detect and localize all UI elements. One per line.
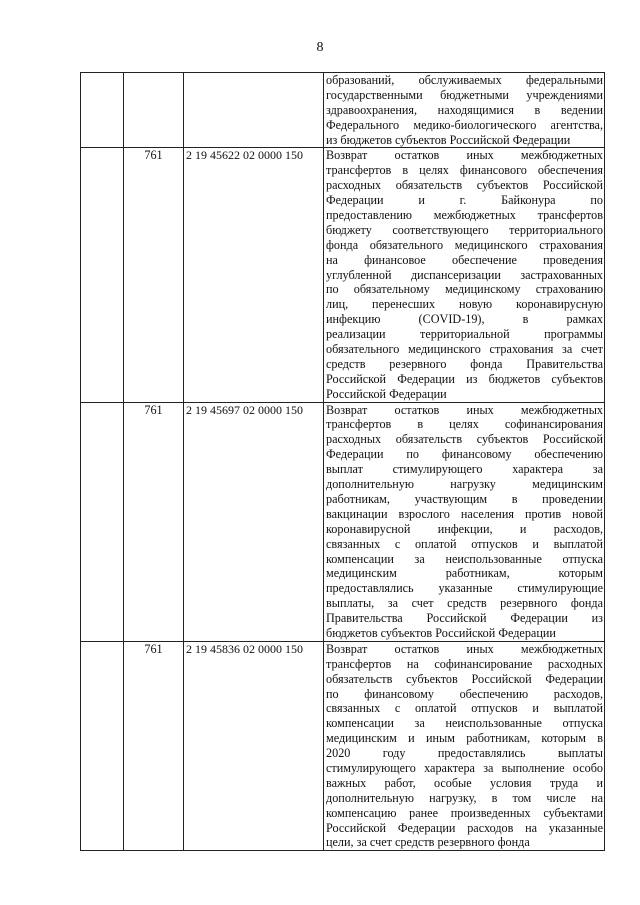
administrator-code-cell: 761 bbox=[124, 402, 184, 641]
description-line: образований, обслуживаемых федеральными bbox=[326, 73, 603, 87]
description-line: трансфертов на софинансирование расходных bbox=[326, 656, 603, 671]
administrator-code-cell: 761 bbox=[124, 641, 184, 850]
description-line: Возврат остатков иных межбюджетных bbox=[326, 148, 603, 163]
description-line: обязательств субъектов Российской Федерации bbox=[326, 671, 603, 686]
empty-cell bbox=[81, 641, 124, 850]
description-line: Федерации и г. Байконура по bbox=[326, 193, 603, 208]
description-line: предоставлялись указанные стимулирующие bbox=[326, 581, 603, 596]
description-line: Возврат остатков иных межбюджетных bbox=[326, 402, 603, 417]
description-line: Российской Федерации из бюджетов субъектов bbox=[326, 371, 603, 386]
empty-cell bbox=[81, 148, 124, 402]
description-line: предоставлению межбюджетных трансфертов bbox=[326, 208, 603, 223]
description-line: Федерации по финансовому обеспечению bbox=[326, 447, 603, 462]
description-line: компенсации за неиспользованные отпуска bbox=[326, 716, 603, 731]
description-line: цели, за счет средств резервного фонда bbox=[326, 835, 530, 850]
description-line: медицинским и иным работникам, которым в bbox=[326, 731, 603, 746]
page-number: 8 bbox=[316, 40, 324, 55]
income-description-cell bbox=[324, 148, 605, 402]
description-line: выплаты, за счет средств резервного фонда bbox=[326, 596, 603, 611]
budget-classification-code-cell: 2 19 45622 02 0000 150 bbox=[184, 148, 324, 402]
description-line: компенсации за неиспользованные отпуска bbox=[326, 551, 603, 566]
description-line: из бюджетов субъектов Российской Федерации bbox=[326, 132, 571, 147]
description-line: трансфертов в целях софинансирования bbox=[326, 417, 603, 432]
description-line: обязательного медицинского страхования за счет bbox=[326, 342, 603, 357]
empty-cell bbox=[81, 402, 124, 641]
description-line: лиц, перенесших новую коронавирусную bbox=[326, 297, 603, 312]
description-line: реализации территориальной программы bbox=[326, 327, 603, 342]
income-description-cell bbox=[324, 641, 605, 850]
description-line: Российской Федерации расходов на указанные bbox=[326, 820, 603, 835]
description-line: расходных обязательств субъектов Российской bbox=[326, 432, 603, 447]
description-line: на финансовое обеспечение проведения bbox=[326, 252, 603, 267]
description-line: важных работ, особые условия труда и bbox=[326, 775, 603, 790]
table-row bbox=[81, 402, 605, 641]
description-line: расходных обязательств субъектов Российской bbox=[326, 178, 603, 193]
budget-classification-code-cell: 2 19 45697 02 0000 150 bbox=[184, 402, 324, 641]
description-line: инфекцию (COVID-19), в рамках bbox=[326, 312, 603, 327]
budget-codes-table bbox=[80, 72, 605, 851]
description-line: Возврат остатков иных межбюджетных bbox=[326, 641, 603, 656]
description-line: дополнительную нагрузку, в том числе на bbox=[326, 790, 603, 805]
description-line: компенсацию ранее произведенных субъектами bbox=[326, 805, 603, 820]
description-line: работникам, участвующим в проведении bbox=[326, 491, 603, 506]
administrator-code-cell: 761 bbox=[124, 148, 184, 402]
description-line: государственными бюджетными учреждениями bbox=[326, 87, 603, 102]
table-row bbox=[81, 148, 605, 402]
income-description-cell bbox=[324, 402, 605, 641]
description-line: здравоохранения, находящимися в ведении bbox=[326, 102, 603, 117]
description-line: по финансовому обеспечению расходов, bbox=[326, 686, 603, 701]
description-line: связанных с оплатой отпусков и выплатой bbox=[326, 536, 603, 551]
description-line: Правительства Российской Федерации из bbox=[326, 611, 603, 626]
description-line: 2020 году предоставлялись выплаты bbox=[326, 746, 603, 761]
description-line: трансфертов в целях финансового обеспечения bbox=[326, 163, 603, 178]
description-line: средств резервного фонда Правительства bbox=[326, 356, 603, 371]
description-line: бюджетов субъектов Российской Федерации bbox=[326, 625, 556, 640]
description-line: фонда обязательного медицинского страхования bbox=[326, 237, 603, 252]
description-line: по обязательному медицинскому страхованию bbox=[326, 282, 603, 297]
description-line: Российской Федерации bbox=[326, 386, 447, 401]
table-row bbox=[81, 641, 605, 850]
description-line: углубленной диспансеризации застрахованных bbox=[326, 267, 603, 282]
income-description-cell bbox=[324, 73, 605, 148]
description-line: выплат стимулирующего характера за bbox=[326, 462, 603, 477]
description-line: коронавирусной инфекции, и расходов, bbox=[326, 521, 603, 536]
description-line: связанных с оплатой отпусков и выплатой bbox=[326, 701, 603, 716]
description-line: дополнительную нагрузку медицинским bbox=[326, 477, 603, 492]
description-line: Федерального медико-биологического агентства, bbox=[326, 117, 603, 132]
description-line: вакцинации взрослого населения против новой bbox=[326, 506, 603, 521]
administrator-code-cell bbox=[124, 73, 184, 148]
budget-classification-code-cell: 2 19 45836 02 0000 150 bbox=[184, 641, 324, 850]
empty-cell bbox=[81, 73, 124, 148]
budget-classification-code-cell bbox=[184, 73, 324, 148]
description-line: стимулирующего характера за выполнение особо bbox=[326, 760, 603, 775]
table-row bbox=[81, 73, 605, 148]
description-line: бюджету соответствующего территориального bbox=[326, 222, 603, 237]
description-line: медицинским работникам, которым bbox=[326, 566, 603, 581]
